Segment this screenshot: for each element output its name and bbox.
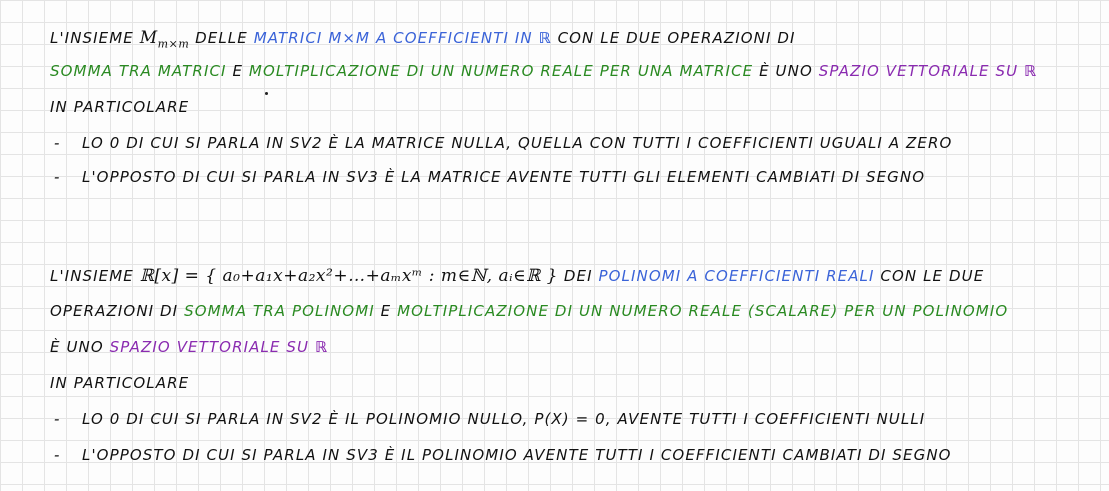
- s2-bullet-2: - L'OPPOSTO DI CUI SI PARLA IN SV3 È IL POLINOMIO AVENTE TUTTI I COEFFICIENTI CAMBIATI DI SEGNO: [54, 446, 952, 464]
- s2-line-3: [50, 338, 328, 356]
- s1-l1-text-1: L'INSIEME: [50, 29, 134, 47]
- s2-l1-text-3: CON LE DUE: [880, 267, 985, 285]
- s2-line-1: [50, 266, 984, 286]
- s1-l2-green-1: SOMMA TRA MATRICI: [50, 62, 227, 80]
- s1-l2-purple: SPAZIO VETTORIALE SU ℝ: [818, 62, 1038, 80]
- dash-marker: -: [54, 410, 61, 428]
- dash-marker: -: [54, 134, 61, 152]
- s1-l2-text-1: E: [232, 62, 244, 80]
- s2-line-2: [50, 302, 1008, 320]
- s2-bullet-1: - LO 0 DI CUI SI PARLA IN SV2 È IL POLINOMIO NULLO, P(X) = 0, AVENTE TUTTI I COEFFICIENTI NULLI: [54, 410, 926, 428]
- polynomial-set-formula: ℝ[x] = { a₀+a₁x+a₂x²+…+aₘxᵐ : m∈ℕ, aᵢ∈ℝ }: [139, 266, 558, 286]
- s2-l2-green-1: SOMMA TRA POLINOMI: [184, 302, 375, 320]
- matrix-set-symbol: $M_{m\times m}$: [139, 28, 190, 51]
- s2-l1-text-2: DEI: [563, 267, 593, 285]
- s1-l2-text-2: È UNO: [759, 62, 813, 80]
- s2-l2-text-1: OPERAZIONI DI: [50, 302, 179, 320]
- dash-marker: -: [54, 168, 61, 186]
- s1-line-1: [50, 28, 796, 50]
- s1-line-3: IN PARTICOLARE: [50, 98, 190, 116]
- s2-l3-text-1: È UNO: [50, 338, 104, 356]
- s2-l2-text-2: E: [380, 302, 392, 320]
- s1-line-2: [50, 62, 1037, 80]
- s2-l1-text-1: L'INSIEME: [50, 267, 134, 285]
- ink-dot: [265, 92, 268, 95]
- s1-l2-green-2: MOLTIPLICAZIONE DI UN NUMERO REALE PER UNA MATRICE: [248, 62, 754, 80]
- s2-l2-green-2: MOLTIPLICAZIONE DI UN NUMERO REALE (SCALARE) PER UN POLINOMIO: [397, 302, 1009, 320]
- s2-l3-purple: SPAZIO VETTORIALE SU ℝ: [109, 338, 329, 356]
- s1-l1-blue-text: MATRICI M×M A COEFFICIENTI IN ℝ: [253, 29, 552, 47]
- dash-marker: -: [54, 446, 61, 464]
- s1-bullet-1: - LO 0 DI CUI SI PARLA IN SV2 È LA MATRICE NULLA, QUELLA CON TUTTI I COEFFICIENTI UGUALI A ZERO: [54, 134, 953, 152]
- s1-l1-text-2: DELLE: [195, 29, 248, 47]
- s1-l1-text-3: CON LE DUE OPERAZIONI DI: [557, 29, 796, 47]
- s2-line-4: IN PARTICOLARE: [50, 374, 190, 392]
- s1-bullet-2: - L'OPPOSTO DI CUI SI PARLA IN SV3 È LA MATRICE AVENTE TUTTI GLI ELEMENTI CAMBIATI DI SEGNO: [54, 168, 926, 186]
- s2-l1-blue-text: POLINOMI A COEFFICIENTI REALI: [598, 267, 875, 285]
